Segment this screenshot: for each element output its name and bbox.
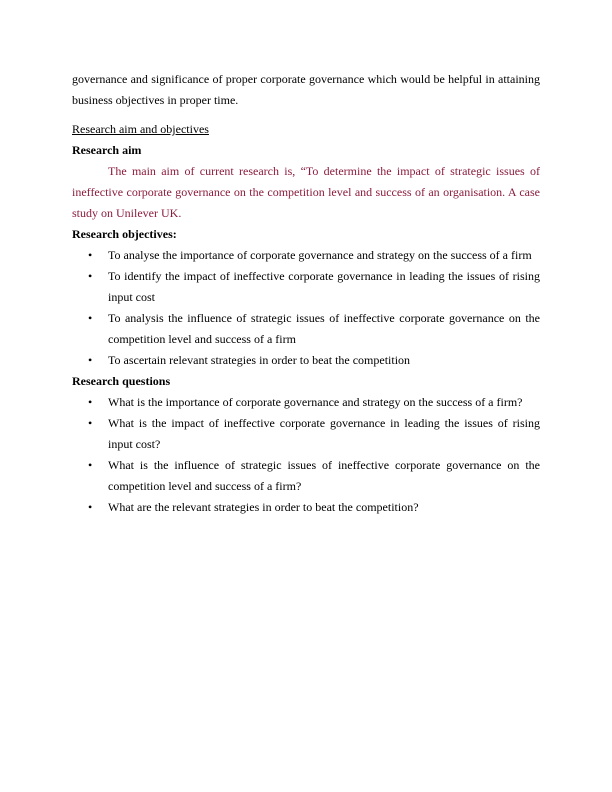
bullet-icon: • (88, 395, 93, 409)
list-item-text: To analysis the influence of strategic issues of ineffective corporate governance on the competition level and success of a firm (108, 311, 540, 346)
list-item (72, 413, 540, 455)
list-item-text: What is the importance of corporate governance and strategy on the success of a firm? (108, 395, 523, 409)
list-item (72, 455, 540, 497)
list-item-text: What are the relevant strategies in order to beat the competition? (108, 500, 419, 514)
list-item-text: What is the impact of ineffective corporate governance in leading the issues of rising input cost? (108, 416, 540, 451)
list-item (72, 266, 540, 308)
bullet-icon: • (88, 311, 93, 325)
list-item (72, 245, 540, 266)
bullet-icon: • (88, 269, 93, 283)
list-item-text: To analyse the importance of corporate governance and strategy on the success of a firm (108, 248, 532, 262)
bullet-icon: • (88, 416, 93, 430)
research-aim-heading: Research aim (72, 143, 142, 157)
intro-paragraph: governance and significance of proper corporate governance which would be helpful in attaining business objectives in proper time. (72, 72, 540, 107)
list-item (72, 308, 540, 350)
list-item (72, 350, 540, 371)
list-item (72, 392, 540, 413)
bullet-icon: • (88, 458, 93, 472)
research-questions-heading: Research questions (72, 374, 171, 388)
research-aim-text: The main aim of current research is, “To determine the impact of strategic issues of ineffective corporate governance on the competition level and success of an organisation. A case study on Unilever UK. (72, 164, 540, 220)
questions-list (72, 392, 540, 518)
objectives-list (72, 245, 540, 371)
list-item-text: What is the influence of strategic issues of ineffective corporate governance on the competition level and success of a firm? (108, 458, 540, 493)
research-objectives-heading: Research objectives: (72, 227, 177, 241)
list-item (72, 497, 540, 518)
list-item-text: To ascertain relevant strategies in order to beat the competition (108, 353, 411, 367)
bullet-icon: • (88, 353, 93, 367)
list-item-text: To identify the impact of ineffective corporate governance in leading the issues of rising input cost (108, 269, 540, 304)
section-title: Research aim and objectives (72, 122, 209, 136)
bullet-icon: • (88, 248, 93, 262)
bullet-icon: • (88, 500, 93, 514)
document-page (72, 69, 540, 518)
